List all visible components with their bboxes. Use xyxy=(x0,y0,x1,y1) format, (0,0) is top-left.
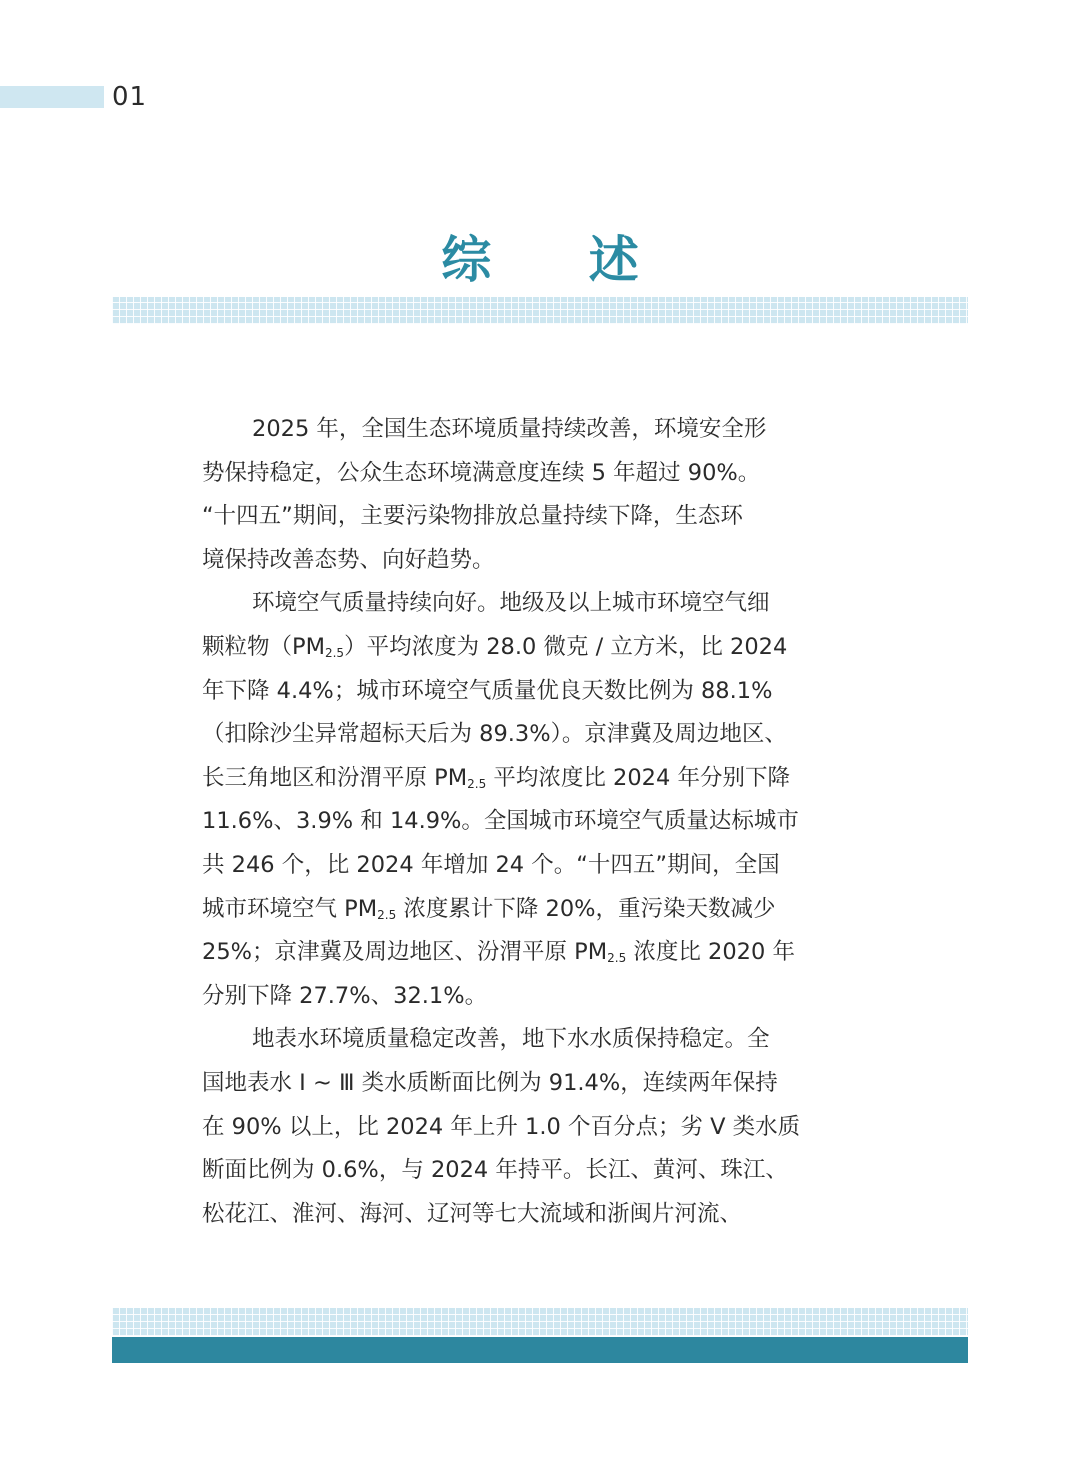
pm-subscript: 2.5 xyxy=(324,645,345,660)
page-number: 01 xyxy=(112,82,148,112)
text-line xyxy=(202,757,862,801)
text-line: 断面比例为 0.6%，与 2024 年持平。长江、黄河、珠江、 xyxy=(202,1157,788,1184)
text-line: 地表水环境质量稳定改善，地下水水质保持稳定。全 xyxy=(252,1026,770,1053)
text-fragment: 颗粒物（PM xyxy=(202,633,325,660)
body-text xyxy=(202,408,862,1236)
text-fragment: 浓度累计下降 20%，重污染天数减少 xyxy=(396,895,776,922)
text-line xyxy=(202,626,862,670)
text-line: 环境空气质量持续向好。地级及以上城市环境空气细 xyxy=(252,590,770,617)
text-fragment: 25%；京津冀及周边地区、汾渭平原 PM xyxy=(202,939,608,966)
footer-bar xyxy=(112,1337,968,1363)
text-line: 分别下降 27.7%、32.1%。 xyxy=(202,982,488,1009)
text-fragment: 浓度比 2020 年 xyxy=(626,939,795,966)
pm-subscript: 2.5 xyxy=(467,776,487,791)
text-line: 共 246 个，比 2024 年增加 24 个。“十四五”期间，全国 xyxy=(202,851,780,878)
text-line: 年下降 4.4%；城市环境空气质量优良天数比例为 88.1% xyxy=(202,677,773,704)
text-fragment: ）平均浓度为 28.0 微克 / 立方米，比 2024 xyxy=(344,633,788,660)
text-line xyxy=(202,888,862,932)
text-line: 国地表水 Ⅰ ~ Ⅲ 类水质断面比例为 91.4%，连续两年保持 xyxy=(202,1069,778,1096)
text-line: 11.6%、3.9% 和 14.9%。全国城市环境空气质量达标城市 xyxy=(202,808,799,835)
pm-subscript: 2.5 xyxy=(607,951,627,966)
text-line: 松花江、淮河、海河、辽河等七大流域和浙闽片河流、 xyxy=(202,1200,743,1227)
page-tab-bar xyxy=(0,86,104,108)
title-grid-divider xyxy=(112,297,968,324)
text-line: 境保持改善态势、向好趋势。 xyxy=(202,546,495,573)
text-line: “十四五”期间，主要污染物排放总量持续下降，生态环 xyxy=(202,503,743,530)
text-line xyxy=(202,931,862,975)
text-line: （扣除沙尘异常超标天后为 89.3%）。京津冀及周边地区、 xyxy=(202,721,787,748)
text-line: 势保持稳定，公众生态环境满意度连续 5 年超过 90%。 xyxy=(202,459,761,486)
paragraph-3 xyxy=(202,1018,862,1236)
text-fragment: 平均浓度比 2024 年分别下降 xyxy=(486,764,790,791)
text-line: 2025 年，全国生态环境质量持续改善，环境安全形 xyxy=(252,416,767,442)
paragraph-2 xyxy=(202,582,862,1018)
paragraph-1 xyxy=(202,408,862,582)
pm-subscript: 2.5 xyxy=(377,907,397,922)
section-title: 综 述 xyxy=(441,231,679,289)
text-fragment: 长三角地区和汾渭平原 PM xyxy=(202,764,468,791)
text-fragment: 城市环境空气 PM xyxy=(202,895,378,922)
footer-grid-divider xyxy=(112,1308,968,1336)
text-line: 在 90% 以上，比 2024 年上升 1.0 个百分点；劣 Ⅴ 类水质 xyxy=(202,1113,801,1140)
